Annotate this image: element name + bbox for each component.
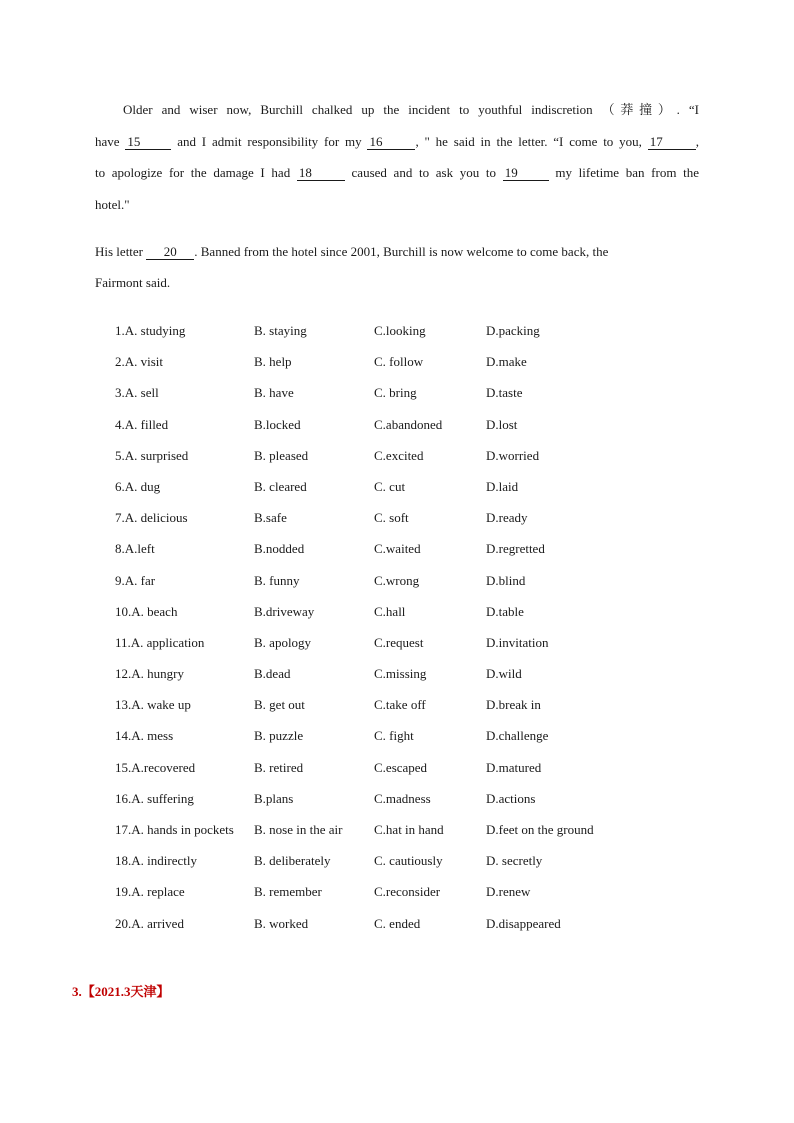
blank-15: 15 bbox=[125, 135, 171, 150]
option-d: D.actions bbox=[486, 790, 536, 806]
option-b: B.driveway bbox=[254, 603, 315, 619]
option-d: D.matured bbox=[486, 759, 542, 775]
blank-16: 16 bbox=[367, 135, 415, 150]
option-row bbox=[115, 658, 675, 689]
option-c: C.escaped bbox=[374, 759, 428, 775]
passage-text: have bbox=[95, 133, 126, 149]
option-a: 17.A. hands in pockets bbox=[115, 822, 234, 837]
option-c: C.request bbox=[374, 634, 424, 650]
option-a: 11.A. application bbox=[115, 634, 205, 650]
passage-text: hotel." bbox=[95, 196, 130, 212]
option-d: D.table bbox=[486, 603, 524, 619]
option-a: 20.A. arrived bbox=[115, 915, 184, 931]
blank-20: 20 bbox=[146, 245, 194, 260]
option-b: B. staying bbox=[254, 323, 307, 338]
option-b: B. remember bbox=[254, 884, 322, 900]
option-c: C. soft bbox=[374, 510, 409, 526]
option-d: D.make bbox=[486, 354, 527, 370]
option-c: C.hall bbox=[374, 603, 406, 619]
passage-line bbox=[95, 94, 699, 126]
option-b: B. pleased bbox=[254, 447, 309, 463]
option-c: C.wrong bbox=[374, 572, 420, 588]
option-c: C.waited bbox=[374, 541, 421, 557]
option-d: D.wild bbox=[486, 666, 522, 682]
option-row bbox=[115, 471, 675, 502]
passage-text: His letter bbox=[95, 244, 147, 259]
option-b: B.dead bbox=[254, 666, 291, 682]
option-row bbox=[115, 377, 675, 408]
option-d: D.ready bbox=[486, 510, 528, 526]
option-d: D.lost bbox=[486, 416, 518, 432]
option-row bbox=[115, 533, 675, 564]
option-a: 18.A. indirectly bbox=[115, 853, 197, 869]
passage-text: , bbox=[695, 133, 699, 149]
option-c: C.hat in hand bbox=[374, 822, 444, 837]
option-row bbox=[115, 627, 675, 658]
option-d: D. secretly bbox=[486, 853, 543, 869]
passage-text: and I admit responsibility for my bbox=[171, 133, 368, 149]
passage-paragraph-2 bbox=[95, 236, 699, 298]
option-b: B. help bbox=[254, 354, 292, 370]
option-c: C.missing bbox=[374, 666, 427, 682]
option-c: C.excited bbox=[374, 447, 424, 463]
passage-text: my lifetime ban from the bbox=[548, 165, 699, 180]
option-b: B. retired bbox=[254, 759, 304, 775]
option-b: B. deliberately bbox=[254, 853, 331, 869]
option-b: B. cleared bbox=[254, 478, 307, 494]
option-c: C.reconsider bbox=[374, 884, 441, 900]
option-row bbox=[115, 814, 675, 845]
blank-19: 19 bbox=[503, 166, 549, 181]
option-d: D.regretted bbox=[486, 541, 545, 557]
option-b: B.locked bbox=[254, 416, 301, 432]
option-c: C. ended bbox=[374, 915, 421, 931]
option-d: D.invitation bbox=[486, 634, 549, 650]
option-a: 3.A. sell bbox=[115, 385, 159, 401]
option-row bbox=[115, 596, 675, 627]
option-d: D.packing bbox=[486, 323, 540, 338]
option-a: 14.A. mess bbox=[115, 728, 174, 744]
option-d: D.break in bbox=[486, 697, 541, 713]
option-d: D.renew bbox=[486, 884, 531, 900]
passage-paragraph-1 bbox=[95, 94, 699, 220]
option-c: C.abandoned bbox=[374, 416, 443, 432]
option-d: D.disappeared bbox=[486, 915, 561, 931]
section-heading: 3.【2021.3天津】 bbox=[72, 984, 170, 999]
option-c: C. fight bbox=[374, 728, 414, 744]
blank-18: 18 bbox=[297, 166, 345, 181]
option-row bbox=[115, 908, 675, 939]
option-a: 8.A.left bbox=[115, 541, 155, 557]
option-row bbox=[115, 440, 675, 471]
option-a: 19.A. replace bbox=[115, 884, 185, 900]
passage-text: Fairmont said. bbox=[95, 275, 171, 290]
option-b: B.safe bbox=[254, 510, 287, 526]
option-c: C. cut bbox=[374, 478, 406, 494]
option-row bbox=[115, 783, 675, 814]
option-row bbox=[115, 876, 675, 907]
option-d: D.laid bbox=[486, 478, 519, 494]
option-c: C.looking bbox=[374, 323, 426, 338]
option-a: 7.A. delicious bbox=[115, 510, 188, 526]
passage-text: caused and to ask you to bbox=[344, 165, 503, 180]
passage-text: , " he said in the letter. “I come to you, bbox=[415, 133, 648, 149]
option-a: 13.A. wake up bbox=[115, 697, 191, 713]
option-a: 2.A. visit bbox=[115, 354, 164, 370]
option-b: B. apology bbox=[254, 634, 312, 650]
option-row bbox=[115, 315, 675, 346]
option-b: B. funny bbox=[254, 572, 300, 588]
option-d: D.taste bbox=[486, 385, 523, 401]
passage-line bbox=[95, 189, 699, 221]
option-a: 12.A. hungry bbox=[115, 666, 184, 682]
option-a: 1.A. studying bbox=[115, 323, 186, 338]
option-c: C.madness bbox=[374, 790, 431, 806]
option-row bbox=[115, 720, 675, 751]
option-a: 6.A. dug bbox=[115, 478, 161, 494]
option-d: D.challenge bbox=[486, 728, 549, 744]
answer-options-list bbox=[115, 315, 675, 939]
option-c: C.take off bbox=[374, 697, 426, 713]
option-b: B.nodded bbox=[254, 541, 305, 557]
option-row bbox=[115, 689, 675, 720]
option-b: B. worked bbox=[254, 915, 309, 931]
passage-line bbox=[95, 126, 699, 158]
option-b: B. get out bbox=[254, 697, 305, 713]
passage-line bbox=[95, 157, 699, 189]
option-a: 10.A. beach bbox=[115, 603, 178, 619]
option-b: B. nose in the air bbox=[254, 822, 343, 837]
option-row bbox=[115, 565, 675, 596]
option-a: 4.A. filled bbox=[115, 416, 169, 432]
passage-text: to apologize for the damage I had bbox=[95, 165, 297, 180]
option-a: 15.A.recovered bbox=[115, 759, 196, 775]
option-b: B.plans bbox=[254, 790, 294, 806]
option-c: C. cautiously bbox=[374, 853, 443, 869]
option-d: D.blind bbox=[486, 572, 526, 588]
option-row bbox=[115, 845, 675, 876]
option-row bbox=[115, 409, 675, 440]
option-a: 9.A. far bbox=[115, 572, 156, 588]
passage-text: . Banned from the hotel since 2001, Burchill is now welcome to come back, the bbox=[194, 244, 609, 259]
option-b: B. have bbox=[254, 385, 294, 401]
option-row bbox=[115, 346, 675, 377]
option-a: 5.A. surprised bbox=[115, 447, 189, 463]
option-d: D.worried bbox=[486, 447, 540, 463]
passage-text: Older and wiser now, Burchill chalked up the incident to youthful indiscretion （莽撞）. “I bbox=[123, 102, 699, 117]
blank-17: 17 bbox=[648, 135, 696, 150]
option-b: B. puzzle bbox=[254, 728, 304, 744]
option-c: C. follow bbox=[374, 354, 424, 370]
option-a: 16.A. suffering bbox=[115, 790, 194, 806]
option-d: D.feet on the ground bbox=[486, 822, 594, 837]
option-row bbox=[115, 752, 675, 783]
passage-line bbox=[95, 267, 699, 298]
option-c: C. bring bbox=[374, 385, 417, 401]
passage-line bbox=[95, 236, 699, 267]
option-row bbox=[115, 502, 675, 533]
